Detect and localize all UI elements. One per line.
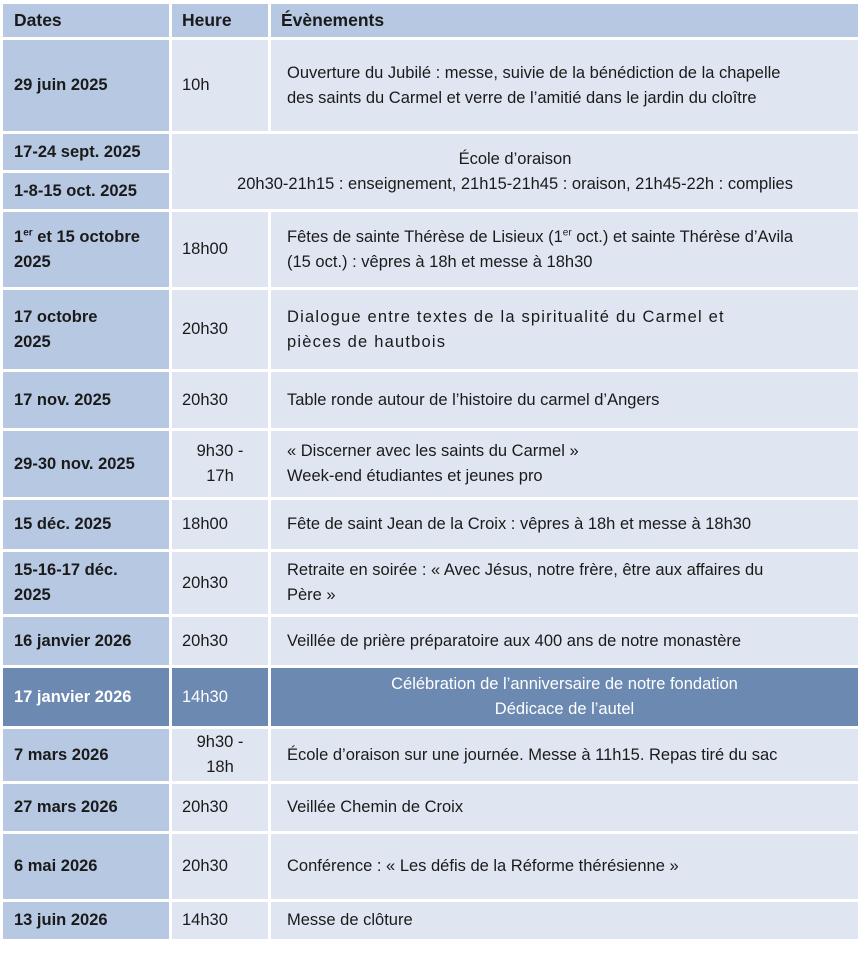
event-line: Fêtes de sainte Thérèse de Lisieux (1 bbox=[287, 227, 563, 246]
event-line: er bbox=[562, 227, 572, 239]
row-heure: 20h30 bbox=[172, 784, 268, 831]
row-event bbox=[271, 290, 858, 369]
row-date: 7 mars 2026 bbox=[3, 729, 169, 781]
heure-part: 9h30 - bbox=[196, 442, 244, 461]
table-row bbox=[3, 500, 858, 549]
table-row bbox=[3, 617, 858, 665]
event-line: 20h30-21h15 : enseignement, 21h15-21h45 : oraison, 21h45-22h : complies bbox=[237, 174, 793, 193]
date-part: 17 octobre bbox=[14, 307, 98, 326]
header-row bbox=[3, 4, 858, 37]
event-line: Célébration de l’anniversaire de notre fondation bbox=[391, 675, 738, 694]
event-line: École d’oraison bbox=[458, 149, 572, 168]
event-line: Dédicace de l’autel bbox=[494, 700, 635, 718]
event-line: Ouverture du Jubilé : messe, suivie de la bénédiction de la chapelle bbox=[287, 63, 781, 82]
header-dates: Dates bbox=[3, 4, 169, 37]
event-line: Dialogue entre textes de la spiritualité du Carmel et bbox=[287, 307, 725, 326]
row-date: 29-30 nov. 2025 bbox=[3, 431, 169, 497]
table-row bbox=[3, 784, 858, 831]
row-heure bbox=[172, 431, 268, 497]
date-part: 15-16-17 déc. bbox=[14, 561, 118, 580]
row-date: 29 juin 2025 bbox=[3, 40, 169, 131]
row-heure: 20h30 bbox=[172, 290, 268, 369]
table-row bbox=[3, 212, 858, 287]
row-event bbox=[271, 431, 858, 497]
row-event bbox=[172, 134, 858, 209]
heure-part: 18h bbox=[206, 758, 234, 776]
table-row-highlighted bbox=[3, 668, 858, 726]
row-event: Conférence : « Les défis de la Réforme thérésienne » bbox=[271, 834, 858, 899]
table-row bbox=[3, 834, 858, 899]
row-event: Messe de clôture bbox=[271, 902, 858, 939]
event-line: « Discerner avec les saints du Carmel » bbox=[287, 442, 579, 461]
date-part: 17-24 sept. 2025 bbox=[14, 142, 141, 161]
date-part: 1-8-15 oct. 2025 bbox=[3, 170, 180, 209]
date-part: 2025 bbox=[14, 252, 51, 271]
row-heure: 20h30 bbox=[172, 552, 268, 614]
header-evenements: Évènements bbox=[271, 4, 858, 37]
row-event: École d’oraison sur une journée. Messe à 11h15. Repas tiré du sac bbox=[271, 729, 858, 781]
row-date bbox=[3, 212, 169, 287]
row-date bbox=[3, 134, 169, 209]
row-event: Veillée de prière préparatoire aux 400 ans de notre monastère bbox=[271, 617, 858, 665]
row-event: Table ronde autour de l’histoire du carmel d’Angers bbox=[271, 372, 858, 428]
date-part: 2025 bbox=[14, 332, 51, 351]
row-date bbox=[3, 290, 169, 369]
row-event: Fête de saint Jean de la Croix : vêpres à 18h et messe à 18h30 bbox=[271, 500, 858, 549]
event-line: (15 oct.) : vêpres à 18h et messe à 18h30 bbox=[287, 252, 593, 271]
row-date: 17 nov. 2025 bbox=[3, 372, 169, 428]
row-heure: 18h00 bbox=[172, 212, 268, 287]
header-heure: Heure bbox=[172, 4, 268, 37]
event-line: Père » bbox=[287, 586, 336, 604]
row-event bbox=[271, 668, 858, 726]
event-line: oct.) et sainte Thérèse d’Avila bbox=[571, 227, 794, 246]
row-date bbox=[3, 552, 169, 614]
table-row bbox=[3, 552, 858, 614]
table-row bbox=[3, 729, 858, 781]
row-date: 16 janvier 2026 bbox=[3, 617, 169, 665]
row-date: 15 déc. 2025 bbox=[3, 500, 169, 549]
date-part: et 15 octobre bbox=[32, 227, 140, 246]
event-line: des saints du Carmel et verre de l’amitié dans le jardin du cloître bbox=[287, 88, 757, 107]
date-part: 1 bbox=[14, 227, 24, 246]
table-row bbox=[3, 902, 858, 939]
table-row bbox=[3, 290, 858, 369]
heure-part: 9h30 - bbox=[196, 733, 244, 752]
row-heure bbox=[172, 729, 268, 781]
event-line: Retraite en soirée : « Avec Jésus, notre frère, être aux affaires du bbox=[287, 561, 764, 580]
row-date: 6 mai 2026 bbox=[3, 834, 169, 899]
heure-part: 17h bbox=[206, 467, 234, 485]
table-row bbox=[3, 134, 858, 209]
row-date: 27 mars 2026 bbox=[3, 784, 169, 831]
events-table bbox=[0, 1, 861, 942]
row-event bbox=[271, 212, 858, 287]
table-row bbox=[3, 431, 858, 497]
event-line: pièces de hautbois bbox=[287, 332, 447, 351]
row-event bbox=[271, 552, 858, 614]
date-part: 2025 bbox=[14, 586, 51, 604]
event-line: Week-end étudiantes et jeunes pro bbox=[287, 467, 543, 485]
table-row bbox=[3, 372, 858, 428]
row-heure: 20h30 bbox=[172, 834, 268, 899]
row-heure: 10h bbox=[172, 40, 268, 131]
row-heure: 14h30 bbox=[172, 668, 268, 726]
date-part: er bbox=[23, 227, 33, 239]
row-heure: 18h00 bbox=[172, 500, 268, 549]
row-event: Veillée Chemin de Croix bbox=[271, 784, 858, 831]
row-date: 17 janvier 2026 bbox=[3, 668, 169, 726]
row-event bbox=[271, 40, 858, 131]
row-date: 13 juin 2026 bbox=[3, 902, 169, 939]
row-heure: 20h30 bbox=[172, 617, 268, 665]
row-heure: 20h30 bbox=[172, 372, 268, 428]
row-heure: 14h30 bbox=[172, 902, 268, 939]
table-row bbox=[3, 40, 858, 131]
